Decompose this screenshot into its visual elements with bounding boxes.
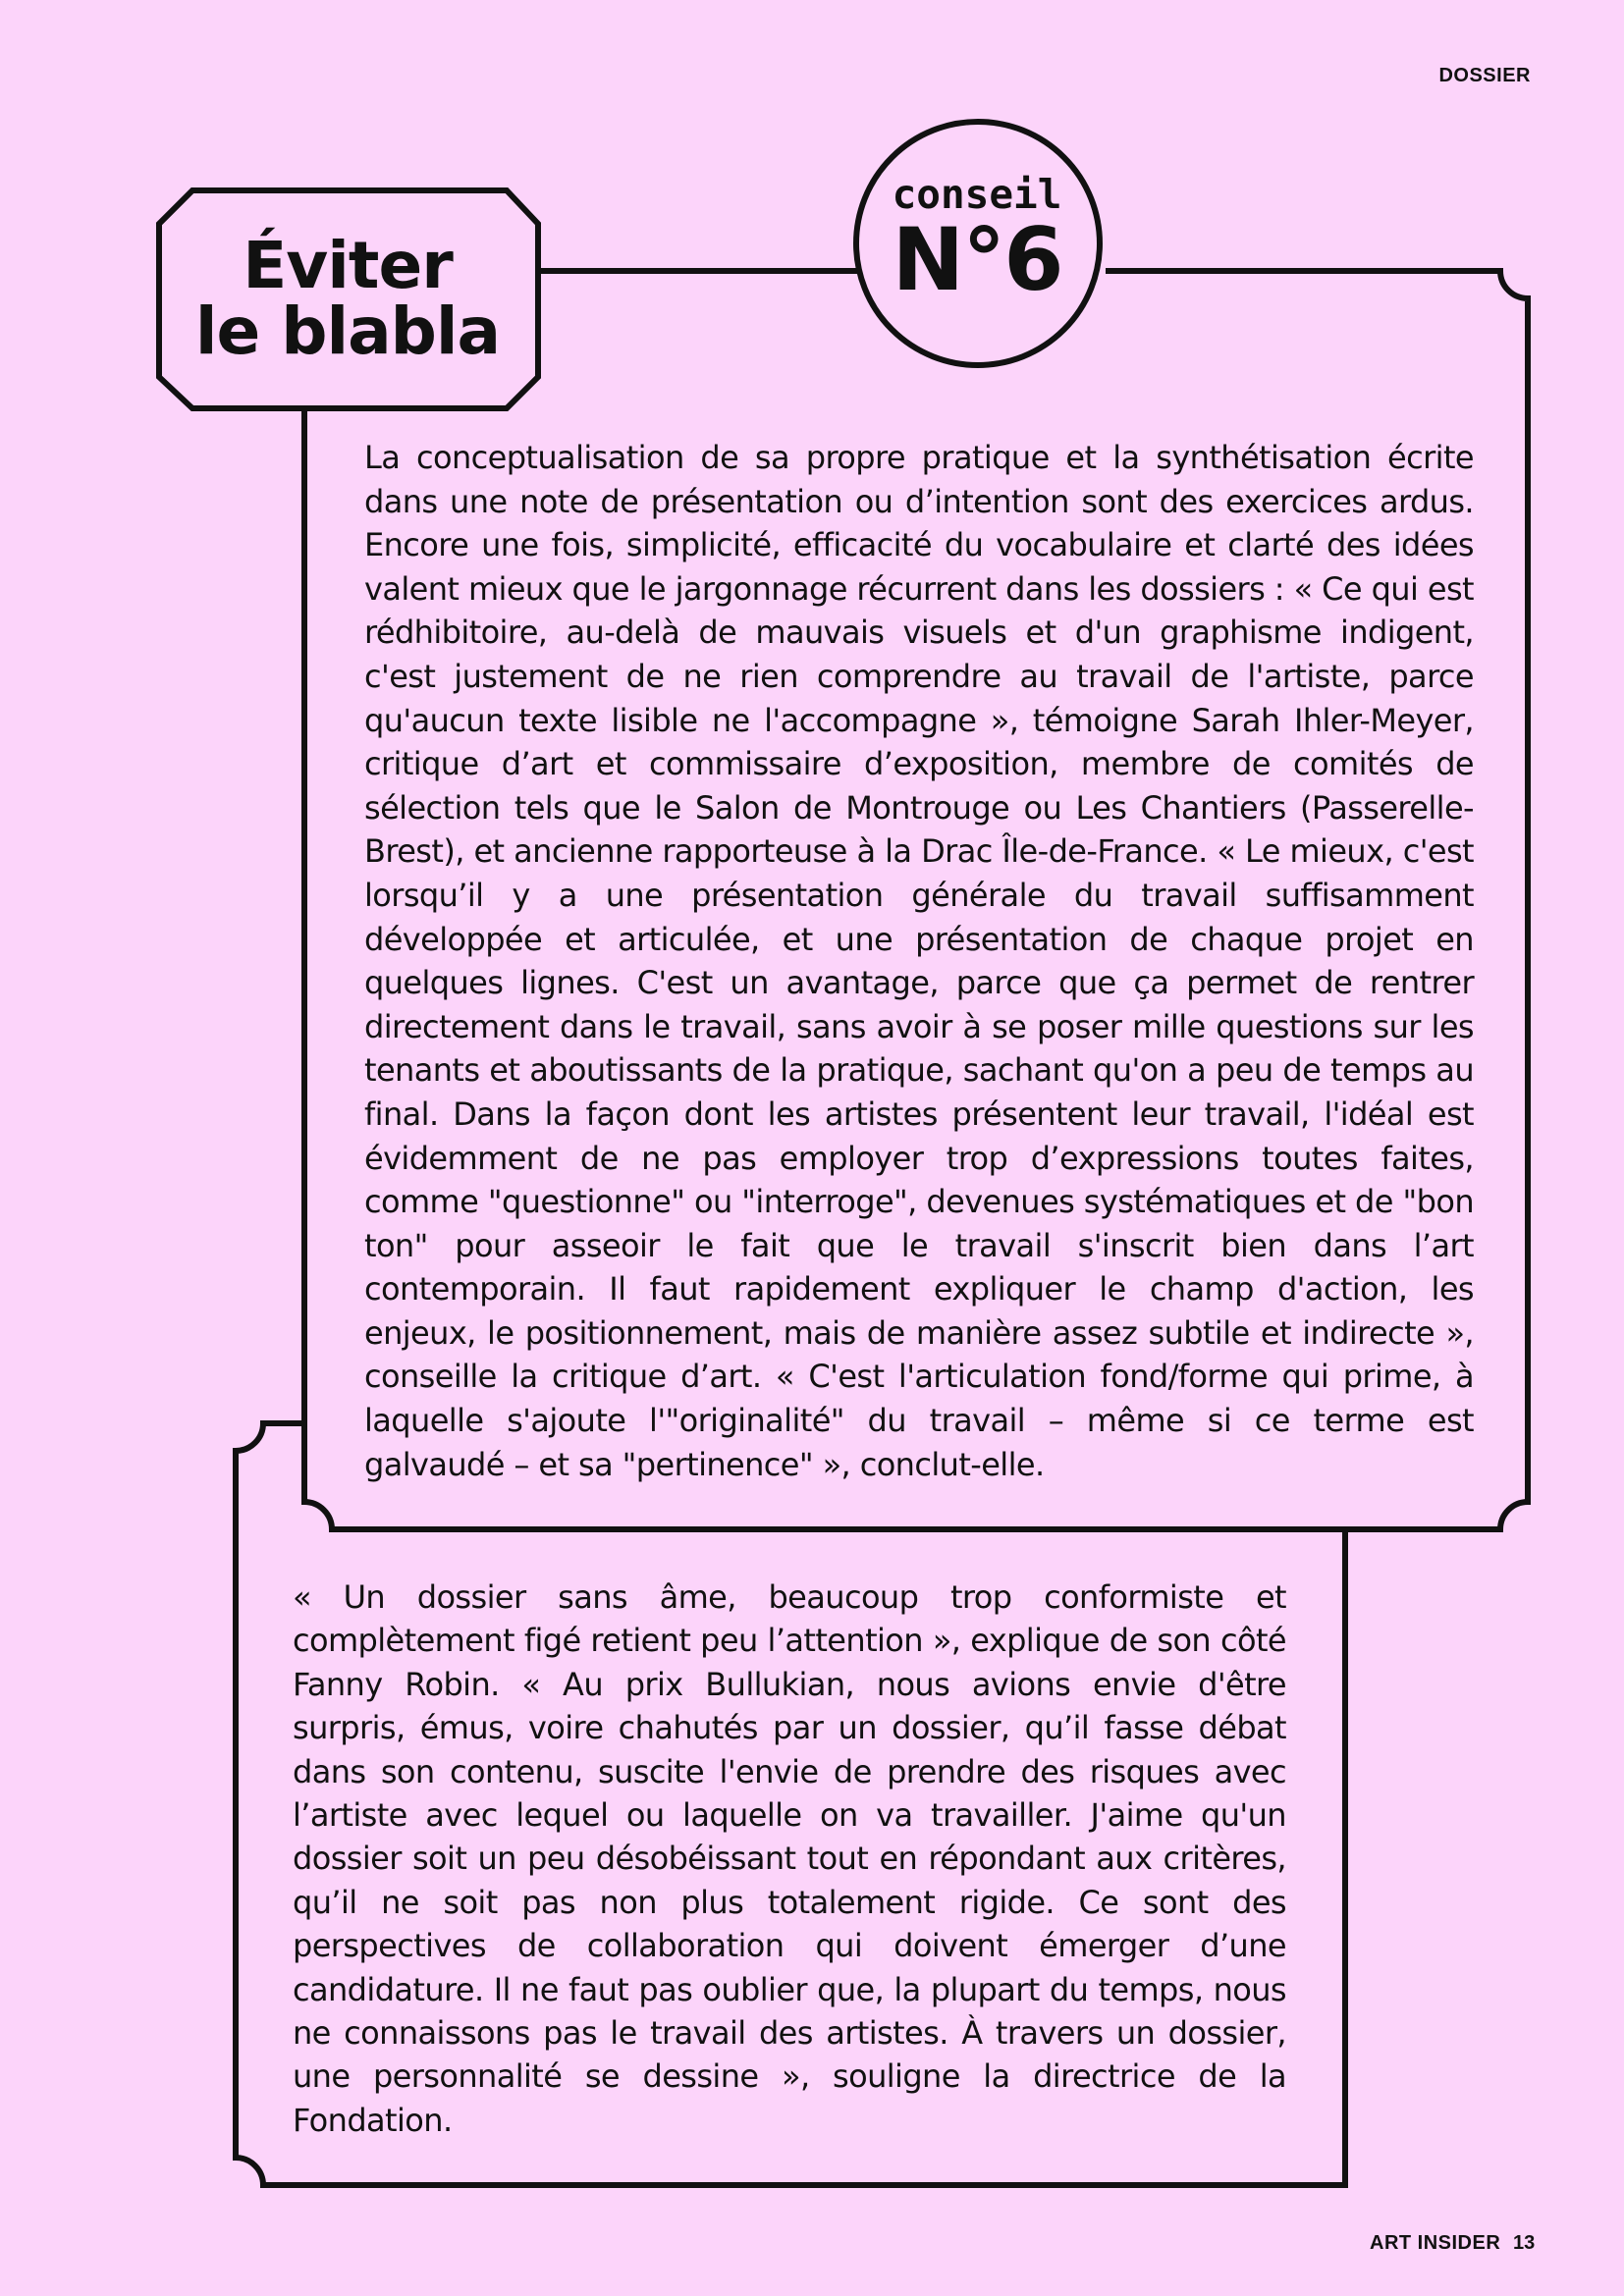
page-number: 13	[1513, 2232, 1536, 2254]
main-paragraph: La conceptualisation de sa propre pratique et la synthétisation écrite dans une note de présentation ou d’intention sont des exercices ardus. Encore une fois, simplicité, efficacité du vocabulaire et clarté des idées valent mieux que le jargonnage récurrent dans les dossiers : « Ce qui est rédhibitoire, au-delà de mauvais visuels et d'un graphisme indigent, c'est justement de ne rien comprendre au travail de l'artiste, parce qu'aucun texte lisible ne l'accompagne », témoigne Sarah Ihler-Meyer, critique d’art et commissaire d’exposition, membre de comités de sélection tels que le Salon de Montrouge ou Les Chantiers (Passerelle-Brest), et ancienne rapporteuse à la Drac Île-de-France. « Le mieux, c'est lorsqu’il y a une présentation générale du travail suffisamment développée et articulée, et une présentation de chaque projet en quelques lignes. C'est un avantage, parce que ça permet de rentrer directement dans le travail, sans avoir à se poser mille questions sur les tenants et aboutissants de la pratique, sachant qu'on a peu de temps au final. Dans la façon dont les artistes présentent leur travail, l'idéal est évidemment de ne pas employer trop d’expressions toutes faites, comme "questionne" ou "interroge", devenues systématiques et de "bon ton" pour asseoir le fait que le travail s'inscrit bien dans l’art contemporain. Il faut rapidement expliquer le champ d'action, les enjeux, le positionnement, mais de manière assez subtile et indirecte », conseille la critique d’art. « C'est l'articulation fond/forme qui prime, à laquelle s'ajoute l'"originalité" du travail – même si ce terme est galvaudé – et sa "pertinence" », conclut-elle.	[364, 439, 1474, 1483]
article-title	[160, 192, 535, 404]
badge-label: conseil	[892, 170, 1062, 218]
badge-number: N°6	[892, 208, 1062, 310]
section-label: DOSSIER	[1438, 65, 1531, 86]
second-paragraph: « Un dossier sans âme, beaucoup trop conformiste et complètement figé retient peu l’attention », explique de son côté Fanny Robin. « Au prix Bullukian, nous avions envie d'être surpris, émus, voire chahutés par un dossier, qu’il fasse débat dans son contenu, suscite l'envie de prendre des risques avec l’artiste avec lequel ou laquelle on va travailler. J'aime qu'un dossier soit un peu désobéissant tout en répondant aux critères, qu’il ne soit pas non plus totalement rigide. Ce sont des perspectives de collaboration qui doivent émerger d’une candidature. Il ne faut pas oublier que, la plupart du temps, nous ne connaissons pas le travail des artistes. À travers un dossier, une personnalité se dessine », souligne la directrice de la Fondation.	[293, 1578, 1286, 2139]
title-line-2: le blabla	[194, 294, 501, 369]
publication-name: ART INSIDER	[1370, 2232, 1501, 2254]
tip-badge	[854, 120, 1100, 365]
title-line-1: Éviter	[243, 227, 453, 303]
